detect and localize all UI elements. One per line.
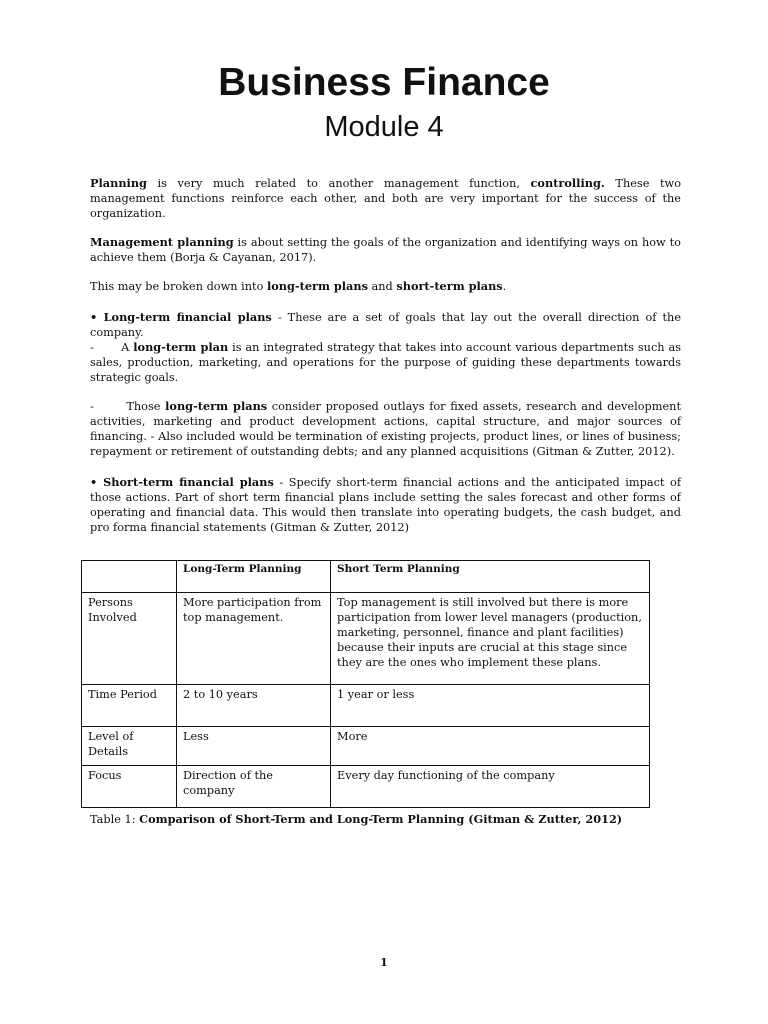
page-number: 1	[380, 956, 388, 969]
text: This may be broken down into	[90, 280, 267, 293]
term-long-term-plans: long-term plans	[266, 279, 368, 293]
table-cell: Every day functioning of the company	[331, 766, 650, 808]
document-body	[90, 176, 685, 535]
text: is very much related to another management function,	[146, 177, 531, 190]
caption-label: Table 1:	[90, 813, 140, 826]
paragraph-management-planning	[90, 235, 681, 265]
subpoint-long-term-plans-consider	[90, 399, 685, 459]
comparison-table	[81, 560, 650, 808]
bullet: •	[90, 310, 104, 324]
table-cell: More participation from top management.	[177, 593, 331, 685]
term-short-term-plans: short-term plans	[396, 279, 503, 293]
section-short-term	[90, 475, 681, 535]
term-long-term-plan: long-term plan	[133, 340, 229, 354]
table-cell: Top management is still involved but there is more participation from lower level managers (production, marketing, personnel, finance and plant facilities) because their inputs are crucial at this stage since they are the ones who implement these plans.	[331, 593, 650, 685]
table-cell: More	[331, 727, 650, 766]
table-cell: Focus	[82, 766, 177, 808]
subpoint-long-term-plan	[90, 340, 685, 385]
text: - Those	[90, 400, 166, 413]
term-long-term-plans-2: long-term plans	[165, 399, 268, 413]
module-subtitle: Module 4	[324, 111, 444, 143]
text: - A	[90, 341, 134, 354]
text: consider proposed outlays for fixed assets, research and development activities, marketing and product development actions, capital structure, and major sources of financing. - Also included would be termination of existing projects, product lines, or lines of business; repayment or retirement of outstanding debts; and any planned acquisitions (Gitman & Zutter, 2012).	[90, 400, 685, 458]
text: These two management functions reinforce each other, and both are very important for the success of the organization.	[90, 177, 681, 220]
term-controlling: controlling.	[530, 176, 605, 190]
text: .	[502, 280, 507, 293]
text: - These are a set of goals that lay out the overall direction of the company.	[90, 311, 681, 339]
heading-short-term-financial-plans: Short-term financial plans	[103, 475, 274, 489]
table-header-cell: Long-Term Planning	[177, 561, 331, 593]
table-row	[82, 766, 650, 808]
table-cell: 2 to 10 years	[177, 685, 331, 727]
table-cell: 1 year or less	[331, 685, 650, 727]
table-caption	[90, 812, 681, 827]
table-cell: Time Period	[82, 685, 177, 727]
table-header-cell: Short Term Planning	[331, 561, 650, 593]
bullet: •	[90, 475, 104, 489]
term-planning: Planning	[90, 176, 147, 190]
section-long-term	[90, 310, 681, 340]
paragraph-breakdown	[90, 279, 681, 294]
table-cell: Direction of the company	[177, 766, 331, 808]
document-title: Business Finance	[218, 61, 550, 104]
heading-long-term-financial-plans: Long-term financial plans	[103, 310, 272, 324]
table-row	[82, 593, 650, 685]
table-header-cell	[82, 561, 177, 593]
table-cell: Level of Details	[82, 727, 177, 766]
text: is about setting the goals of the organization and identifying ways on how to achieve them (Borja & Cayanan, 2017).	[90, 236, 681, 264]
text: and	[367, 280, 397, 293]
table-cell: Persons Involved	[82, 593, 177, 685]
term-management-planning: Management planning	[90, 235, 234, 249]
caption-text: Comparison of Short-Term and Long-Term Planning (Gitman & Zutter, 2012)	[139, 812, 623, 826]
text: is an integrated strategy that takes into account various departments such as sales, production, marketing, and operations for the purpose of guiding these departments towards strategic goals.	[90, 341, 685, 384]
table-header-row	[82, 561, 650, 593]
table-row	[82, 685, 650, 727]
paragraph-planning	[90, 176, 681, 221]
text: - Specify short-term financial actions and the anticipated impact of those actions. Part of short term financial plans include setting the sales forecast and other forms of operating and financial data. This would then translate into operating budgets, the cash budget, and pro forma financial statements (Gitman & Zutter, 2012)	[90, 476, 681, 534]
table-row	[82, 727, 650, 766]
table-cell: Less	[177, 727, 331, 766]
